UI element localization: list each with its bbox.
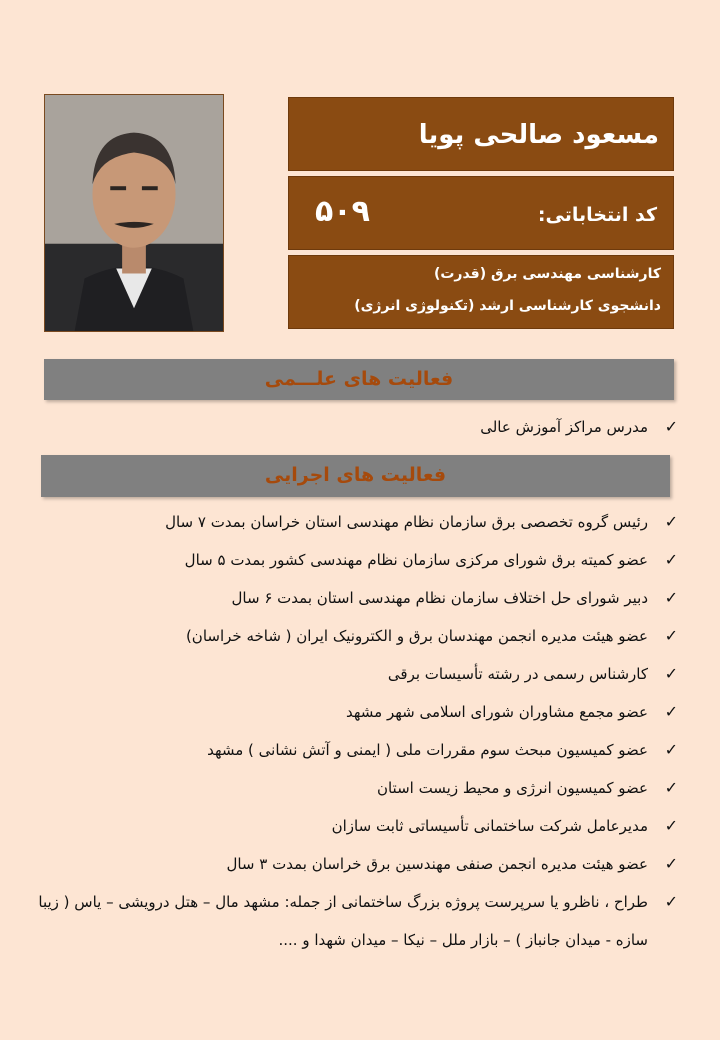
list-item-text: عضو مجمع مشاوران شورای اسلامی شهر مشهد bbox=[346, 703, 648, 721]
list-item-text: عضو کمیسیون انرژی و محیط زیست استان bbox=[376, 779, 648, 797]
list-item-text: طراح ، ناظرو یا سرپرست پروژه بزرگ ساختمانی از جمله: مشهد مال – هتل درویشی – یاس ( زیبا سازه - میدان جانباز ) – بازار ملل – نیکا – میدان شهدا و .... bbox=[38, 893, 648, 949]
list-item-text: عضو هیئت مدیره انجمن صنفی مهندسین برق خراسان بمدت ۳ سال bbox=[226, 855, 648, 873]
election-code-label: کد انتخاباتی: bbox=[537, 204, 657, 226]
check-icon: ✓ bbox=[664, 626, 678, 645]
list-item bbox=[8, 883, 678, 959]
list-item-text: مدیرعامل شرکت ساختمانی تأسیساتی ثابت سازان bbox=[331, 817, 648, 835]
check-icon: ✓ bbox=[664, 588, 678, 607]
list-item bbox=[8, 623, 678, 661]
education-box bbox=[288, 255, 674, 329]
check-icon: ✓ bbox=[664, 702, 678, 721]
list-item bbox=[8, 699, 678, 737]
list-item-text: دبیر شورای حل اختلاف سازمان نظام مهندسی استان بمدت ۶ سال bbox=[231, 589, 648, 607]
candidate-name: مسعود صالحی پویا bbox=[418, 120, 659, 150]
list-item bbox=[8, 775, 678, 813]
candidate-photo bbox=[44, 94, 224, 332]
check-icon: ✓ bbox=[664, 892, 678, 911]
check-icon: ✓ bbox=[664, 512, 678, 531]
degree-line-1: کارشناسی مهندسی برق (قدرت) bbox=[433, 266, 661, 282]
check-icon: ✓ bbox=[664, 816, 678, 835]
list-item bbox=[8, 585, 678, 623]
election-code-box bbox=[288, 176, 674, 250]
list-item-text: عضو هیئت مدیره انجمن مهندسان برق و الکترونیک ایران ( شاخه خراسان) bbox=[185, 627, 648, 645]
list-item bbox=[8, 547, 678, 585]
list-item-text: عضو کمیته برق شورای مرکزی سازمان نظام مهندسی کشور بمدت ۵ سال bbox=[184, 551, 648, 569]
executive-section-title: فعالیت های اجرایی bbox=[264, 464, 447, 486]
check-icon: ✓ bbox=[664, 854, 678, 873]
check-icon: ✓ bbox=[664, 740, 678, 759]
check-icon: ✓ bbox=[664, 778, 678, 797]
academic-section-title: فعالیت های علـــمی bbox=[264, 368, 454, 390]
list-item bbox=[8, 813, 678, 851]
list-item bbox=[8, 737, 678, 775]
candidate-name-box bbox=[288, 97, 674, 171]
executive-section-header bbox=[41, 455, 670, 497]
academic-section-header bbox=[44, 359, 674, 400]
person-portrait-icon bbox=[45, 95, 223, 331]
election-code-number: ۵۰۹ bbox=[315, 194, 370, 229]
list-item-text: رئیس گروه تخصصی برق سازمان نظام مهندسی استان خراسان بمدت ۷ سال bbox=[165, 513, 648, 531]
list-item-text: عضو کمیسیون مبحث سوم مقررات ملی ( ایمنی و آتش نشانی ) مشهد bbox=[207, 741, 648, 759]
list-item-text: مدرس مراکز آموزش عالی bbox=[480, 418, 648, 436]
academic-list bbox=[480, 414, 678, 440]
list-item-text: کارشناس رسمی در رشته تأسیسات برقی bbox=[387, 665, 648, 683]
check-icon: ✓ bbox=[664, 550, 678, 569]
list-item bbox=[8, 509, 678, 547]
check-icon: ✓ bbox=[664, 417, 678, 436]
check-icon: ✓ bbox=[664, 664, 678, 683]
list-item bbox=[480, 414, 678, 440]
degree-line-2: دانشجوی کارشناسی ارشد (تکنولوژی انرژی) bbox=[354, 298, 661, 314]
executive-list bbox=[8, 509, 678, 959]
list-item bbox=[8, 661, 678, 699]
